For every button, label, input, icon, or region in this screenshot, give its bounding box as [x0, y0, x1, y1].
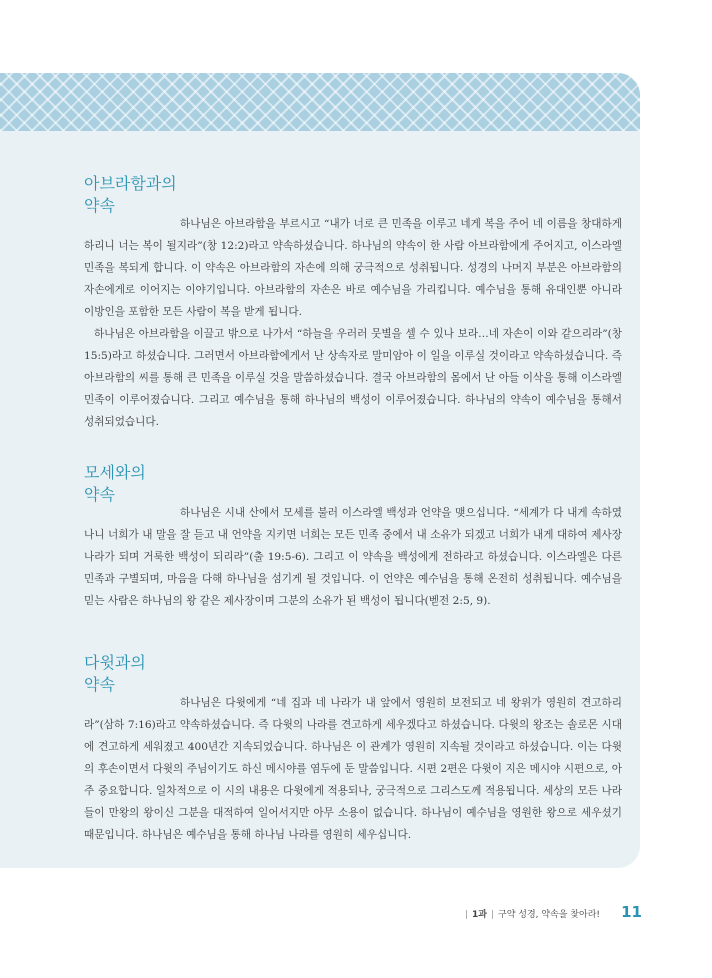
- divider: |: [490, 910, 494, 920]
- page-footer: [0, 903, 712, 923]
- section-body: [84, 502, 622, 612]
- section-title: [84, 462, 204, 506]
- paragraph: 하나님은 아브라함을 이끌고 밖으로 나가서 “하늘을 우러러 뭇별을 셀 수 있나 보라…네 자손이 이와 같으리라”(창 15:5)라고 하셨습니다. 그러면서 아브라함에게서 난 상속자로 말미암아 이 일을 이루실 것이라고 약속하셨습니다. 즉 아브라함의 씨를 통해 큰 민족을 이루실 것을 말씀하셨습니다. 결국 아브라함의 몸에서 난 아들 이삭을 통해 이스라엘 민족이 이루어졌습니다. 그리고 예수님을 통해 하나님의 백성이 이루어졌습니다. 하나님의 약속이 예수님을 통해서 성취되었습니다.: [84, 328, 622, 428]
- running-header: [461, 907, 600, 920]
- section-title-line1: 아브라함과의: [84, 174, 177, 193]
- section-title-line2: 약속: [84, 485, 115, 504]
- divider: |: [464, 910, 468, 920]
- section-title: [84, 652, 204, 696]
- section-title-line1: 다윗과의: [84, 653, 146, 672]
- header-pattern-banner: [0, 73, 640, 131]
- paragraph: 하나님은 시내 산에서 모세를 불러 이스라엘 백성과 언약을 맺으십니다. “세계가 다 내게 속하였나니 너희가 내 말을 잘 듣고 내 언약을 지키면 너희는 모든 민족 중에서 내 소유가 되겠고 너희가 내게 대하여 제사장 나라가 되며 거룩한 백성이 되리라”(출 19:5-6). 그리고 이 약속을 백성에게 전하라고 하셨습니다. 이스라엘은 다른 민족과 구별되며, 마음을 다해 하나님을 섬기게 될 것입니다. 이 언약은 예수님을 통해 온전히 성취됩니다. 예수님을 믿는 사람은 하나님의 왕 같은 제사장이며 그분의 소유가 된 백성이 됩니다(벧전 2:5, 9).: [84, 507, 622, 607]
- section-body: [84, 213, 622, 433]
- section-title: [84, 173, 204, 217]
- paragraph: 하나님은 다윗에게 “네 집과 네 나라가 내 앞에서 영원히 보전되고 네 왕위가 영원히 견고하리라”(삼하 7:16)라고 약속하셨습니다. 즉 다윗의 나라를 견고하게 세우겠다고 하셨습니다. 다윗의 왕조는 솔로몬 시대에 견고하게 세워졌고 400년간 지속되었습니다. 하나님은 이 관계가 영원히 지속될 것이라고 하셨습니다. 이는 다윗의 후손이면서 다윗의 주님이기도 하신 메시야를 염두에 둔 말씀입니다. 시편 2편은 다윗이 지은 메시야 시편으로, 아주 중요합니다. 일차적으로 이 시의 내용은 다윗에게 적용되나, 궁극적으로 그리스도께 적용됩니다. 세상의 모든 나라들이 만왕의 왕이신 그분을 대적하여 일어서지만 아무 소용이 없습니다. 하나님이 예수님을 영원한 왕으로 세우셨기 때문입니다. 하나님은 예수님을 통해 하나님 나라를 영원히 세우십니다.: [84, 697, 622, 841]
- section-title-line2: 약속: [84, 675, 115, 694]
- lesson-label: 1과: [471, 910, 487, 920]
- page-number: 11: [621, 903, 642, 921]
- paragraph: 하나님은 아브라함을 부르시고 “내가 너로 큰 민족을 이루고 네게 복을 주어 네 이름을 창대하게 하리니 너는 복이 될지라”(창 12:2)라고 약속하셨습니다. 하나님의 약속이 한 사람 아브라함에게 주어지고, 이스라엘 민족을 복되게 합니다. 이 약속은 아브라함의 자손에 의해 궁극적으로 성취됩니다. 성경의 나머지 부분은 아브라함의 자손에게로 이어지는 이야기입니다. 아브라함의 자손은 바로 예수님을 가리킵니다. 예수님을 통해 유대인뿐 아니라 이방인을 포함한 모든 사람이 복을 받게 됩니다.: [84, 218, 622, 318]
- section-body: [84, 692, 622, 846]
- running-title: 구약 성경, 약속을 찾아라!: [498, 910, 600, 920]
- section-title-line1: 모세와의: [84, 463, 146, 482]
- section-title-line2: 약속: [84, 196, 115, 215]
